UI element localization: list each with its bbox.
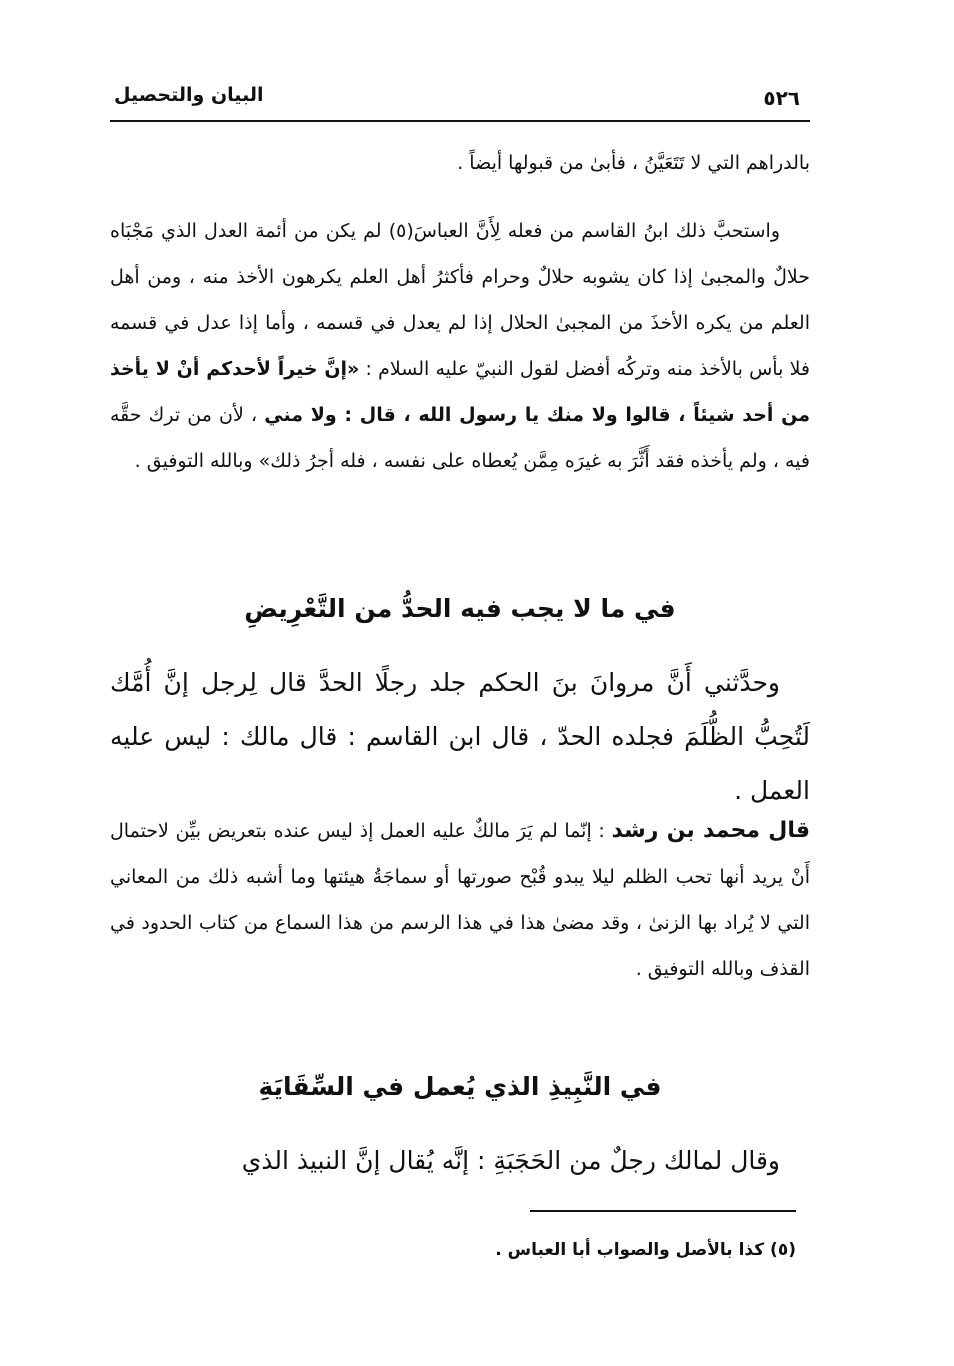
footnote: (٥) كذا بالأصل والصواب أبا العباس . bbox=[495, 1240, 796, 1260]
paragraph-1 bbox=[110, 140, 810, 186]
paragraph-2-text-b: ، لأن من ترك حقَّه فيه ، ولم يأخذه فقد أَثَّرَ به غيرَه مِمَّن يُعطاه على نفسه ، فله أجرُ ذلك» وبالله التوفيق . bbox=[110, 404, 810, 472]
page-header bbox=[110, 84, 810, 116]
paragraph-5 bbox=[110, 1134, 810, 1188]
running-title: البيان والتحصيل bbox=[114, 84, 264, 106]
page-number: ٥٢٦ bbox=[763, 86, 800, 110]
section-heading-1: في ما لا يجب فيه الحدُّ من التَّعْرِيضِ bbox=[244, 594, 676, 623]
paragraph-2-text-a: واستحبَّ ذلك ابنُ القاسم من فعله لِأَنَّ العباسَ(٥) لم يكن من أئمة العدل الذي مَجْبَاه حلالٌ والمجبىٰ إذا كان يشوبه حلالٌ وحرام فأكثرُ أهل العلم يكرهون الأخذ منه ، ومن أهل العلم من يكره الأخذَ من المجبىٰ الحلال إذا لم يعدل في قسمه ، وأما إذا عدل في قسمه فلا بأس بالأخذ منه وتركُه أفضل لقول النبيّ عليه السلام : bbox=[110, 220, 810, 380]
commentator-name: قال محمد بن رشد bbox=[611, 818, 811, 843]
paragraph-3-text: وحدَّثني أَنَّ مروانَ بنَ الحكم جلد رجلًا الحدَّ قال لِرجل إنَّ أُمَّك لَتُحِبُّ الظُّلَمَ فجلده الحدّ ، قال ابن القاسم : قال مالك : ليس عليه العمل . bbox=[110, 668, 810, 805]
paragraph-1-text: بالدراهم التي لا تَتَعَيَّنُ ، فأبىٰ من قبولها أيضاً . bbox=[457, 152, 810, 174]
paragraph-4 bbox=[110, 808, 810, 992]
section-heading-2: في النَّبِيذِ الذي يُعمل في السِّقَايَةِ bbox=[258, 1072, 662, 1101]
paragraph-4-text: : إنّما لم يَرَ مالكٌ عليه العمل إذ ليس عنده بتعريض بيِّن لاحتمال أَنْ يريد أنها تحب الظلم ليلا يبدو قُبْح صورتها أو سماجَةُ هيئتها وما أشبه ذلك من المعاني التي لا يُراد بها الزنىٰ ، وقد مضىٰ هذا في هذا الرسم من هذا السماع من كتاب الحدود في القذف وبالله التوفيق . bbox=[110, 820, 810, 980]
hadith-quote: «إنَّ خيراً لأحدكم أنْ لا يأخذ من أحد شيئاً ، قالوا ولا منك يا رسول الله ، قال : ولا مني bbox=[110, 358, 811, 426]
header-rule bbox=[110, 120, 810, 122]
paragraph-3 bbox=[110, 656, 810, 818]
paragraph-5-text: وقال لمالك رجلٌ من الحَجَبَةِ : إنَّه يُقال إنَّ النبيذ الذي bbox=[241, 1146, 780, 1175]
paragraph-2 bbox=[110, 208, 810, 484]
footnote-rule bbox=[530, 1210, 796, 1212]
